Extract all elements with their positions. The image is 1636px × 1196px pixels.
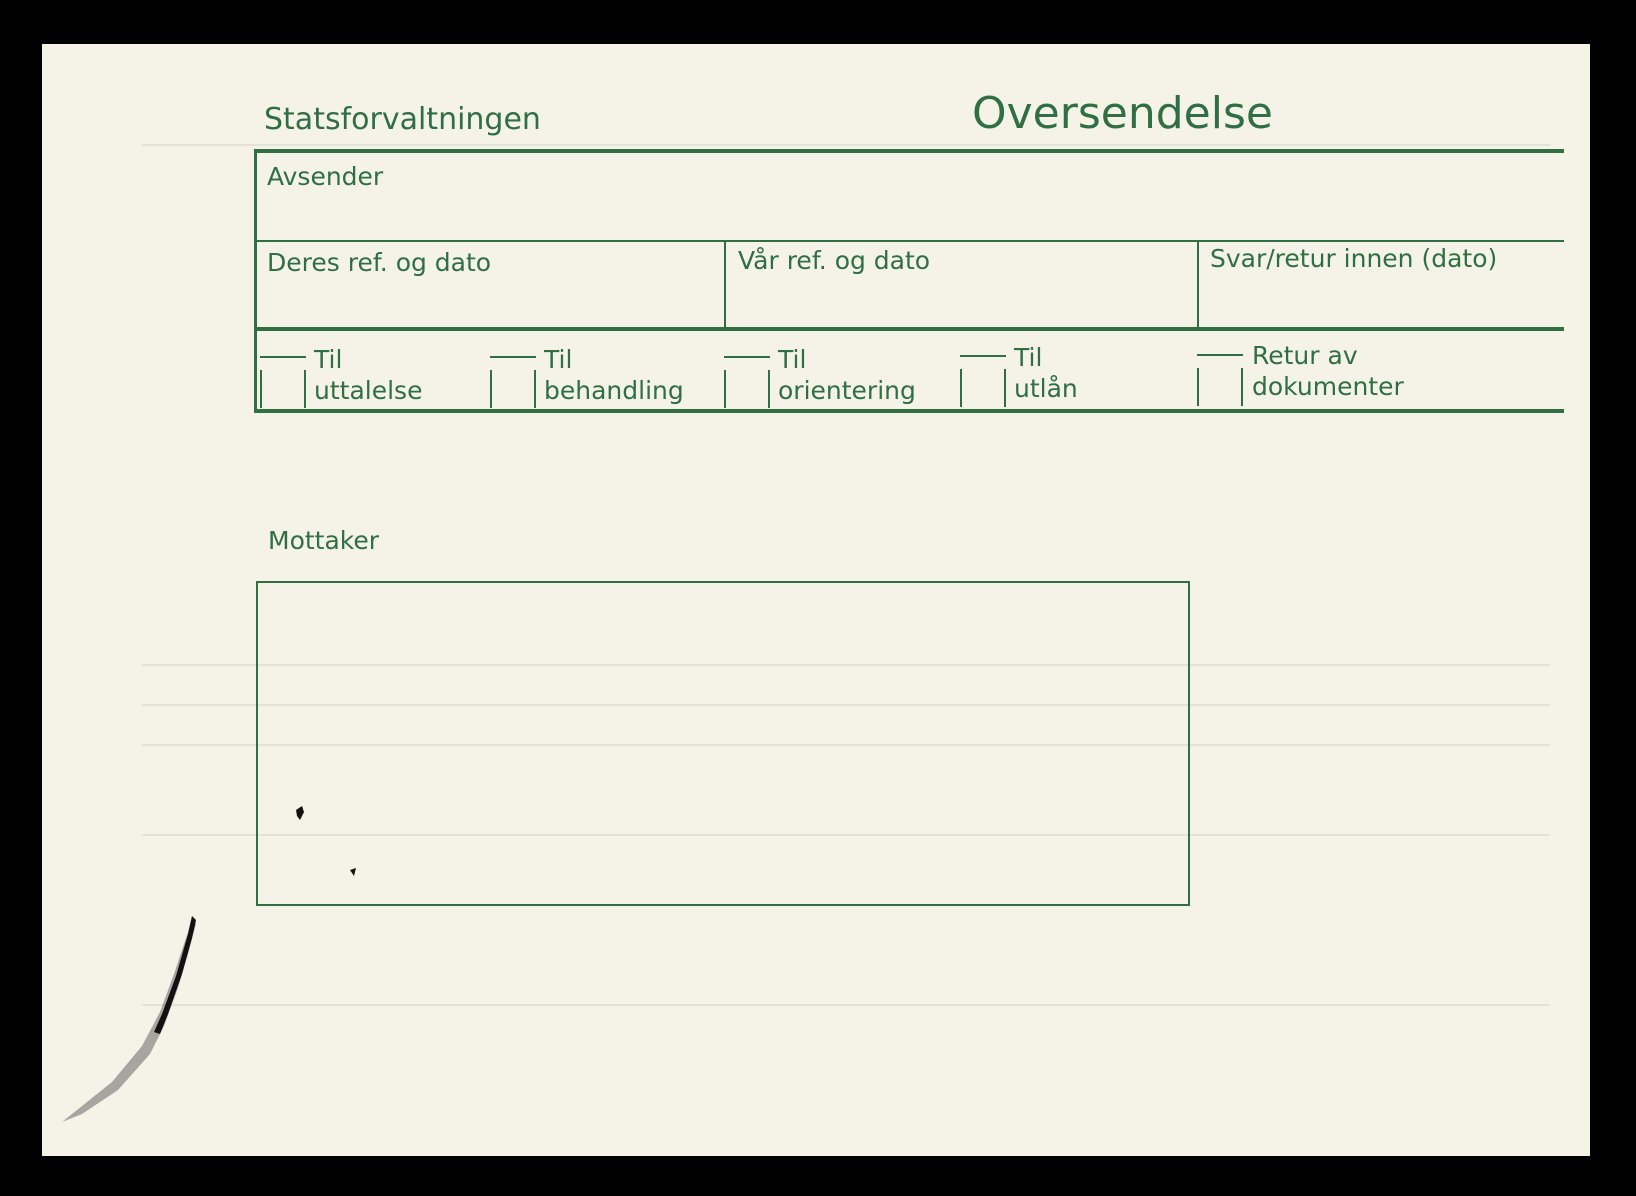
form-card [42,44,1590,1156]
sender-bottom-rule [254,240,1564,242]
options-bottom-rule [254,409,1564,413]
table-top-rule [254,149,1564,153]
recipient-label: Mottaker [268,526,380,555]
checkbox-retur[interactable] [1197,354,1243,406]
ref-divider-1 [724,242,726,327]
our-ref-field[interactable] [738,282,1188,324]
our-ref-label: Vår ref. og dato [738,246,931,275]
recipient-box[interactable] [256,581,1190,906]
ink-speck [292,804,372,884]
pen-stroke-mark [42,914,222,1134]
checkbox-behandling[interactable] [490,356,536,408]
form-title: Oversendelse [972,88,1273,139]
option-label-behandling: Til behandling [544,345,684,405]
reply-date-label: Svar/retur innen (dato) [1210,244,1498,273]
ref-divider-2 [1197,242,1199,327]
ref-bottom-rule [254,327,1564,331]
your-ref-field[interactable] [267,282,717,324]
ghost-line [142,1004,1550,1006]
table-left-rule [254,149,257,413]
organization-name: Statsforvaltningen [264,102,541,137]
your-ref-label: Deres ref. og dato [267,248,492,277]
option-label-retur: Retur av dokumenter [1252,341,1404,401]
checkbox-orientering[interactable] [724,356,770,408]
sender-field[interactable] [267,194,1557,236]
option-label-uttalelse: Til uttalelse [314,345,423,405]
option-label-utlan: Til utlån [1014,343,1078,403]
reply-date-field[interactable] [1210,282,1560,324]
sender-label: Avsender [267,162,384,191]
checkbox-uttalelse[interactable] [260,356,306,408]
ghost-line [142,144,1550,146]
checkbox-utlan[interactable] [960,355,1006,407]
option-label-orientering: Til orientering [778,345,916,405]
